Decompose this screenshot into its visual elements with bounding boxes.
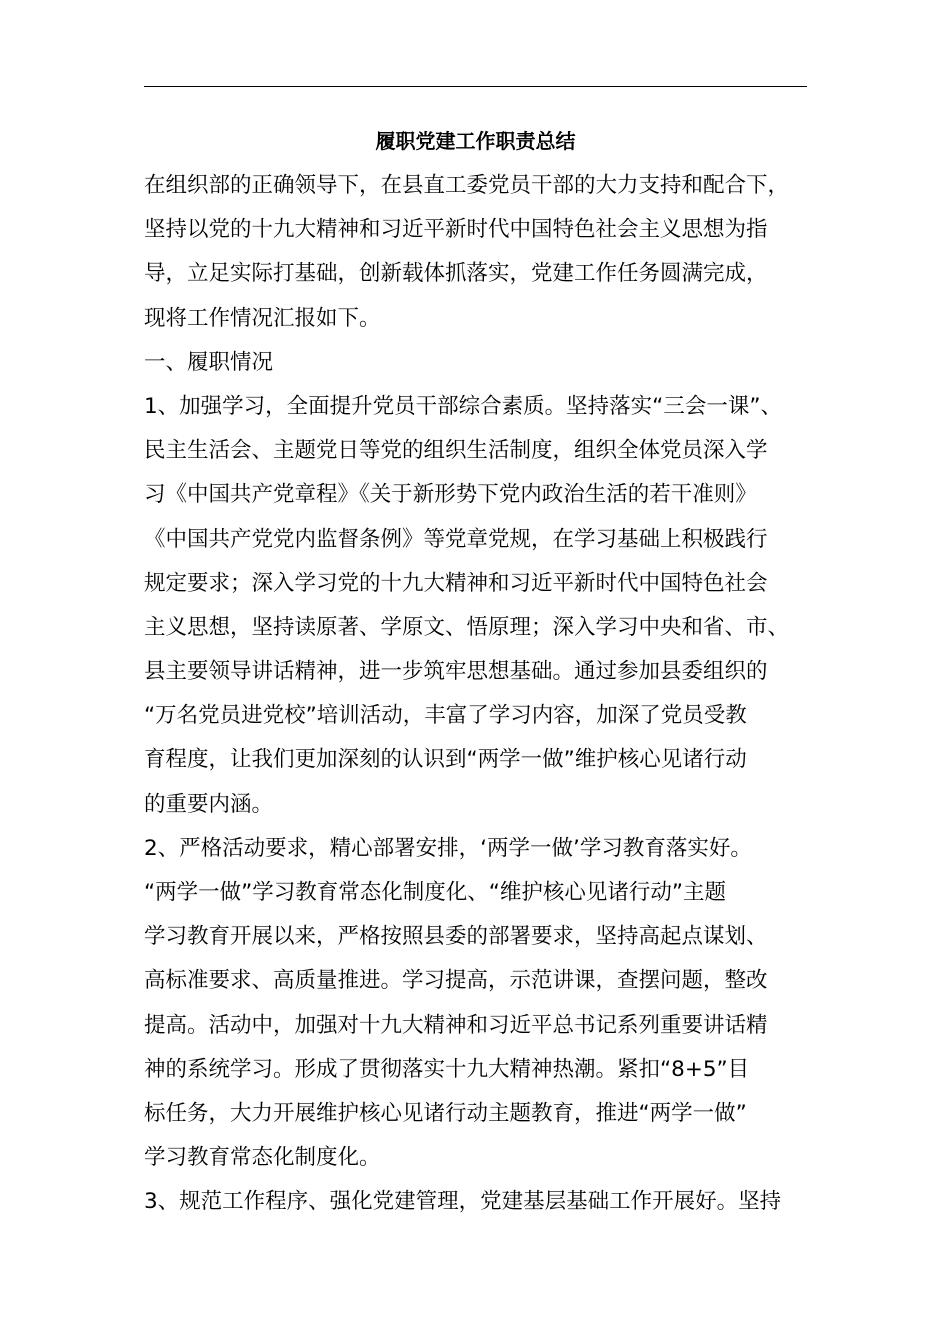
body-line: 主义思想，坚持读原著、学原文、悟原理；深入学习中央和省、市、: [144, 614, 790, 640]
body-line: 育程度，让我们更加深刻的认识到“两学一做”维护核心见诸行动: [144, 747, 747, 773]
body-line: 坚持以党的十九大精神和习近平新时代中国特色社会主义思想为指: [144, 217, 768, 243]
body-line: 县主要领导讲话精神，进一步筑牢思想基础。通过参加县委组织的: [144, 659, 768, 685]
section-heading: 一、履职情况: [144, 349, 274, 375]
body-line: 标任务，大力开展维护核心见诸行动主题教育，推进“两学一做”: [144, 1100, 747, 1126]
body-line: 规定要求；深入学习党的十九大精神和习近平新时代中国特色社会: [144, 570, 768, 596]
body-line: 现将工作情况汇报如下。: [144, 305, 381, 331]
body-line: 3、规范工作程序、强化党建管理，党建基层基础工作开展好。坚持: [144, 1189, 782, 1215]
document-title: 履职党建工作职责总结: [375, 129, 576, 153]
body-line: 的重要内涵。: [144, 791, 274, 817]
document-body: [144, 164, 824, 1225]
body-line: 学习教育开展以来，严格按照县委的部署要求，坚持高起点谋划、: [144, 924, 768, 950]
body-line: 2、严格活动要求，精心部署安排，‘两学一做’学习教育落实好。: [144, 835, 752, 861]
body-line: 在组织部的正确领导下，在县直工委党员干部的大力支持和配合下，: [144, 173, 790, 198]
body-line: 学习教育常态化制度化。: [144, 1145, 381, 1171]
body-line: 民主生活会、主题党日等党的组织生活制度，组织全体党员深入学: [144, 438, 768, 464]
body-line: 神的系统学习。形成了贯彻落实十九大精神热潮。紧扣“8+5”目: [144, 1056, 750, 1082]
body-line: 习《中国共产党章程》《关于新形势下党内政治生活的若干准则》: [144, 482, 757, 508]
body-line: “两学一做”学习教育常态化制度化、“维护核心见诸行动”主题: [144, 880, 727, 905]
body-line: 《中国共产党党内监督条例》等党章党规，在学习基础上积极践行: [144, 526, 768, 552]
body-line: 1、加强学习，全面提升党员干部综合素质。坚持落实“三会一课”、: [144, 393, 782, 419]
body-line: 高标准要求、高质量推进。学习提高，示范讲课，查摆问题，整改: [144, 968, 768, 994]
body-line: 提高。活动中，加强对十九大精神和习近平总书记系列重要讲话精: [144, 1012, 768, 1038]
header-rule: [144, 86, 807, 87]
body-line: “万名党员进党校”培训活动，丰富了学习内容，加深了党员受教: [144, 703, 747, 729]
body-line: 导，立足实际打基础，创新载体抓落实，党建工作任务圆满完成，: [144, 261, 768, 287]
